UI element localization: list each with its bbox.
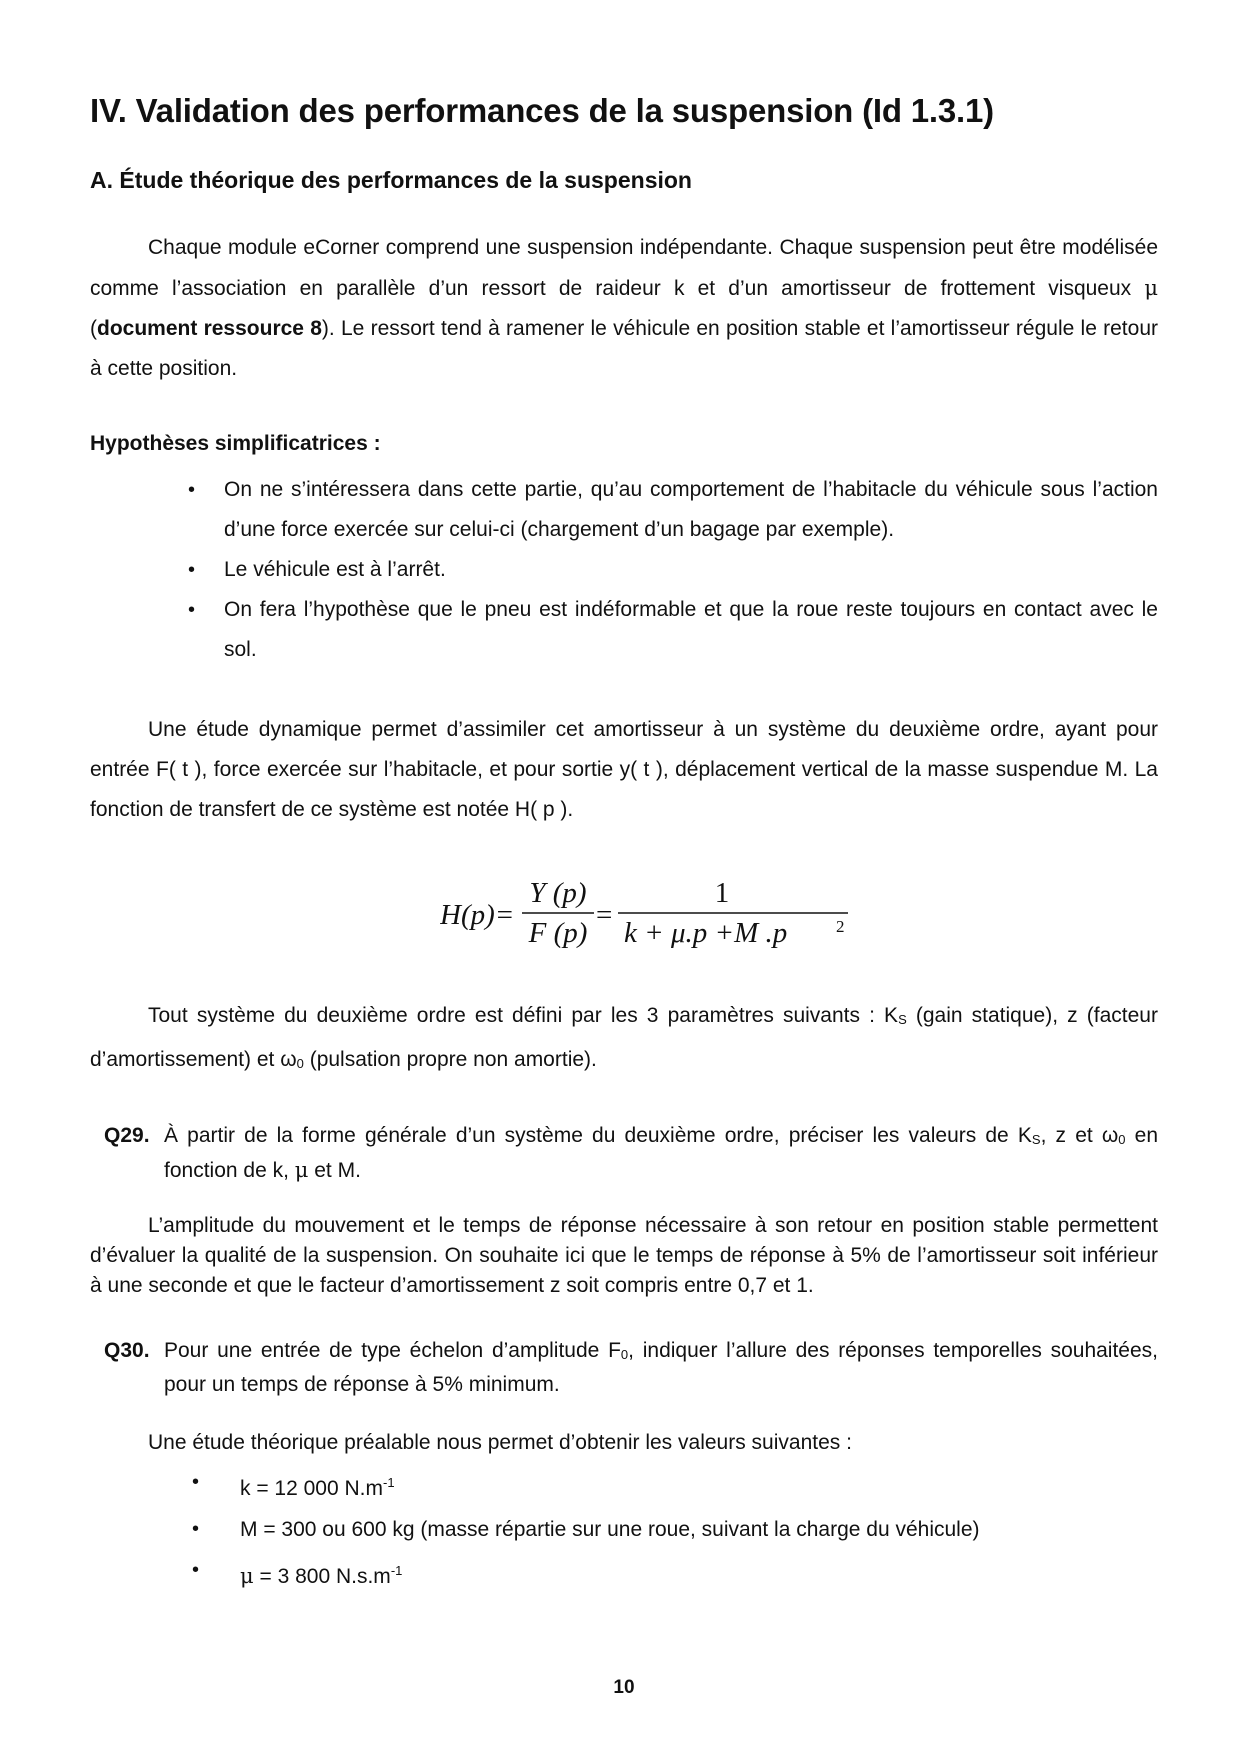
f0-subscript: 0: [620, 1347, 629, 1362]
q29-text-3: en fonction de k,: [164, 1124, 1159, 1182]
formula-denominator-1: F (p): [528, 917, 588, 949]
list-item: • Le véhicule est à l’arrêt.: [224, 550, 1158, 590]
list-item: • M = 300 ou 600 kg (masse répartie sur une roue, suivant la charge du véhicule): [240, 1509, 1140, 1550]
transfer-function-formula: [440, 872, 890, 952]
q29-text-1: À partir de la forme générale d’un système du deuxième ordre, préciser les valeurs de K: [164, 1124, 1032, 1147]
k-value: k = 12 000 N.m: [240, 1477, 383, 1500]
values-intro: Une étude théorique préalable nous permet d’obtenir les valeurs suivantes :: [148, 1431, 852, 1454]
mu-symbol: μ: [294, 1158, 309, 1182]
formula-numerator-2: 1: [714, 877, 730, 909]
section-title: IV. Validation des performances de la suspension (Id 1.3.1): [90, 92, 994, 129]
ks-subscript: S: [898, 1012, 907, 1027]
list-item: • On fera l’hypothèse que le pneu est indéformable et que la roue reste toujours en contact avec le sol.: [224, 590, 1158, 670]
list-item: • On ne s’intéressera dans cette partie, qu’au comportement de l’habitacle du véhicule sous l’action d’une force exercée sur celui-ci (chargement d’un bagage par exemple).: [224, 470, 1158, 550]
ks-subscript: S: [1031, 1132, 1041, 1147]
question-text: [164, 1336, 1158, 1400]
omega-subscript: 0: [1118, 1132, 1126, 1147]
formula-lhs: H(p)=: [440, 899, 515, 931]
formula-exponent: 2: [836, 917, 845, 936]
intro-paragraph: [90, 228, 1158, 389]
question-q29: [104, 1121, 1158, 1186]
q29-text-4: et M.: [308, 1159, 361, 1182]
second-order-text-3: (pulsation propre non amortie).: [303, 1048, 597, 1071]
second-order-text-2: (gain statique), z (facteur d’amortissement) et ω: [90, 1004, 1158, 1071]
second-order-paragraph: [90, 996, 1158, 1084]
formula-numerator-1: Y (p): [529, 877, 587, 909]
question-number: Q29.: [104, 1124, 150, 1147]
omega-subscript: 0: [296, 1056, 304, 1071]
mu-unit-exponent: -1: [390, 1563, 403, 1578]
amplitude-paragraph: L’amplitude du mouvement et le temps de réponse nécessaire à son retour en position stable permettent d’évaluer la qualité de la suspension. On souhaite ici que le temps de réponse à 5% de l’amortisseur soit inférieur à une seconde et que le facteur d’amortissement z soit compris entre 0,7 et 1.: [90, 1214, 1158, 1297]
list-item: [240, 1462, 1140, 1509]
question-q30: [104, 1336, 1158, 1400]
mu-value: = 3 800 N.s.m: [253, 1565, 391, 1588]
hypotheses-list: [224, 470, 1158, 670]
q29-text-2: , z et ω: [1040, 1124, 1119, 1147]
page-number: 10: [613, 1677, 635, 1698]
formula-equals: =: [596, 899, 613, 931]
intro-text-1: Chaque module eCorner comprend une suspension indépendante. Chaque suspension peut être modélisée comme l’association en parallèle d’un ressort de raideur k et d’un amortisseur de frottement visqueux: [90, 236, 1158, 300]
mu-symbol: μ: [240, 1564, 254, 1588]
k-unit-exponent: -1: [383, 1475, 395, 1490]
mu-symbol: μ: [1144, 276, 1158, 300]
intro-text-2: (: [90, 317, 97, 340]
hypotheses-title: Hypothèses simplificatrices :: [90, 432, 381, 455]
list-item: [240, 1550, 1140, 1597]
dynamic-study-paragraph: Une étude dynamique permet d’assimiler cet amortisseur à un système du deuxième ordre, ayant pour entrée F( t ), force exercée sur l’habitacle, et pour sortie y( t ), déplacement vertical de la masse suspendue M. La fonction de transfert de ce système est notée H( p ).: [90, 718, 1158, 821]
subsection-title: A. Étude théorique des performances de la suspension: [90, 167, 692, 193]
formula-denominator-2: k + μ.p +M .p: [624, 917, 788, 949]
values-list: [240, 1462, 1140, 1597]
document-reference: document ressource 8: [97, 317, 322, 340]
q30-text-2: , indiquer l’allure des réponses temporelles souhaitées, pour un temps de réponse à 5% minimum.: [164, 1339, 1159, 1396]
intro-text-3: ). Le ressort tend à ramener le véhicule en position stable et l’amortisseur régule le retour à cette position.: [90, 317, 1158, 380]
question-number: Q30.: [104, 1339, 150, 1362]
second-order-text-1: Tout système du deuxième ordre est défini par les 3 paramètres suivants : K: [148, 1004, 899, 1027]
question-text: [164, 1121, 1158, 1186]
q30-text-1: Pour une entrée de type échelon d’amplitude F: [164, 1339, 621, 1362]
